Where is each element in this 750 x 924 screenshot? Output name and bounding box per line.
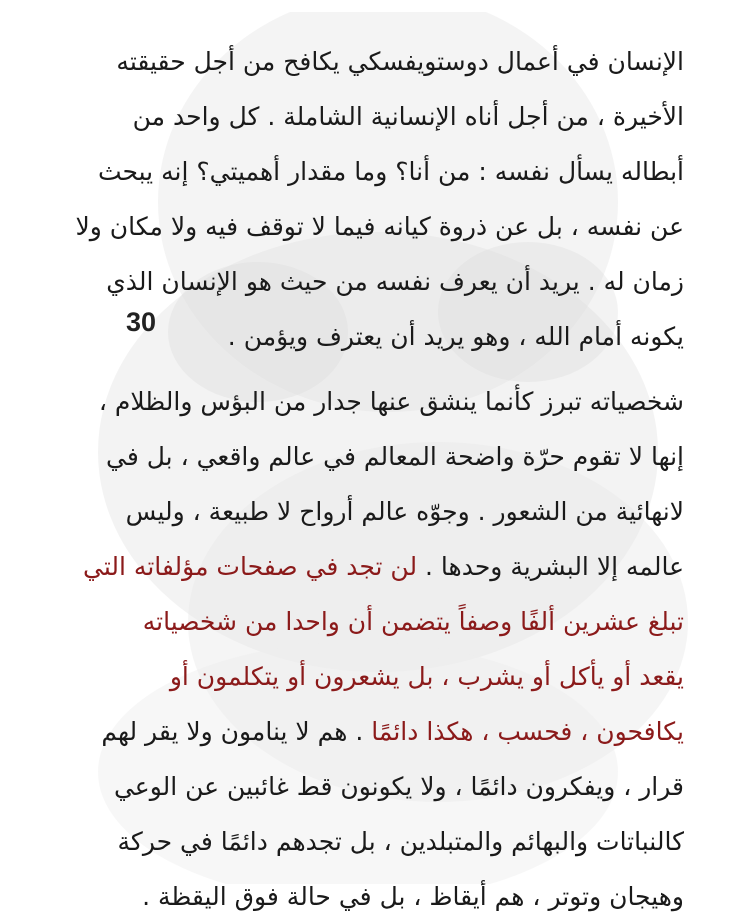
text-line: الأخيرة ، من أجل أناه الإنسانية الشاملة . كل واحد من xyxy=(132,102,684,131)
text-line: إنها لا تقوم حرّة واضحة المعالم في عالم واقعي ، بل في xyxy=(106,442,684,471)
text-line: الإنسان في أعمال دوستويفسكي يكافح من أجل حقيقته xyxy=(116,47,684,76)
highlighted-text: يكافحون ، فحسب ، هكذا دائمًا xyxy=(371,717,684,746)
text-line: كالنباتات والبهائم والمتبلدين ، بل تجدهم دائمًا في حركة xyxy=(117,827,684,856)
plain-text: عالمه إلا البشرية وحدها . xyxy=(417,552,684,581)
text-line: يكونه أمام الله ، وهو يريد أن يعترف ويؤمن . xyxy=(227,322,684,351)
plain-text: . هم لا ينامون ولا يقر لهم xyxy=(101,717,372,746)
paragraph-1 xyxy=(68,34,684,364)
text-line: شخصياته تبرز كأنما ينشق عنها جدار من البؤس والظلام ، xyxy=(98,387,684,416)
text-line: أبطاله يسأل نفسه : من أنا؟ وما مقدار أهميتي؟ إنه يبحث xyxy=(97,157,684,186)
paragraph-2 xyxy=(68,374,684,924)
highlighted-text-line: يقعد أو يأكل أو يشرب ، بل يشعرون أو يتكلمون أو xyxy=(169,662,684,691)
document-page xyxy=(58,12,694,911)
page-number: 30 xyxy=(126,307,157,337)
highlighted-text: لن تجد في صفحات مؤلفاته التي xyxy=(83,552,418,581)
mixed-text-line xyxy=(68,539,684,594)
text-line: لانهائية من الشعور . وجوّه عالم أرواح لا طبيعة ، وليس xyxy=(125,497,684,526)
highlighted-text-line: تبلغ عشرين ألفًا وصفاً يتضمن أن واحدا من شخصياته xyxy=(142,607,684,636)
text-line: قرار ، ويفكرون دائمًا ، ولا يكونون قط غائبين عن الوعي xyxy=(113,772,684,801)
text-line: عن نفسه ، بل عن ذروة كيانه فيما لا توقف فيه ولا مكان ولا xyxy=(75,212,684,241)
text-line: وهيجان وتوتر ، هم أيقاظ ، بل في حالة فوق اليقظة . xyxy=(142,882,684,911)
text-line: زمان له . يريد أن يعرف نفسه من حيث هو الإنسان الذي xyxy=(106,267,684,296)
mixed-text-line xyxy=(68,704,684,759)
